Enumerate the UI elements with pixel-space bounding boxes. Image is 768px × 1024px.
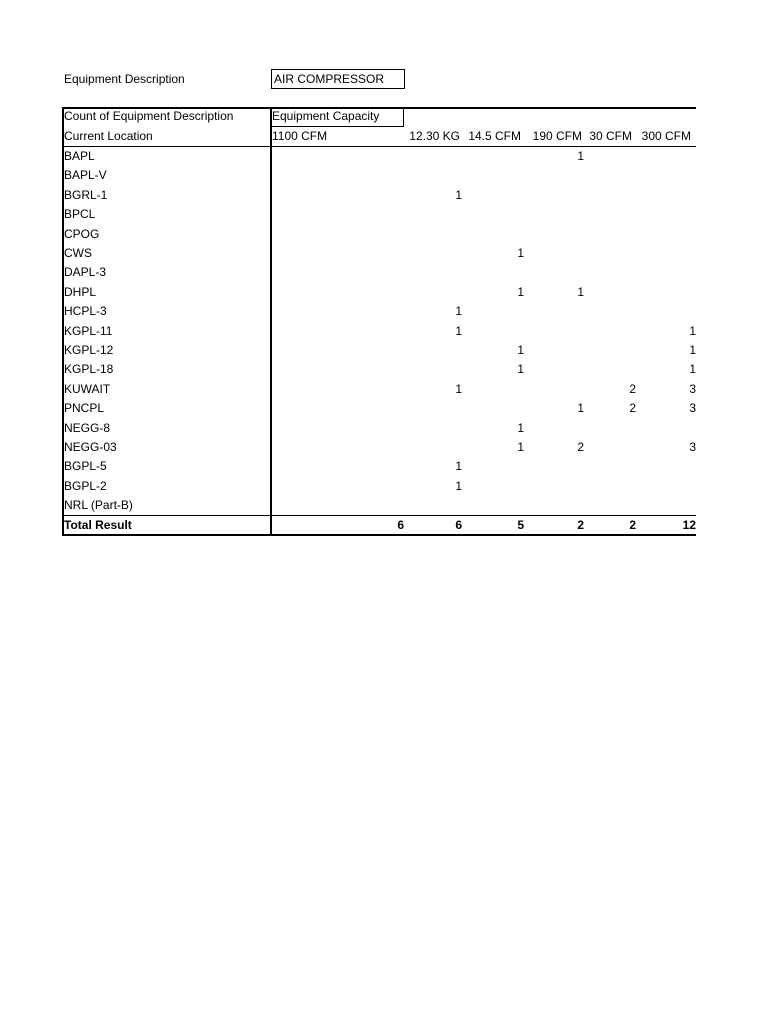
value-cell	[534, 225, 584, 244]
value-cell	[586, 419, 636, 438]
value-cell	[586, 477, 636, 496]
row-label: NRL (Part-B)	[64, 498, 133, 513]
row-label: NEGG-8	[64, 420, 111, 435]
value-cell: 2	[629, 381, 636, 396]
value-cell: 1	[517, 246, 524, 260]
value-cell	[350, 302, 400, 321]
value-cell	[350, 438, 400, 457]
value-cell	[646, 302, 696, 321]
value-cell	[350, 147, 400, 166]
value-cell	[586, 438, 636, 457]
row-label: HCPL-3	[64, 304, 107, 319]
row-label: NEGG-03	[64, 440, 117, 454]
pivot-table	[62, 107, 696, 536]
value-cell: 1	[455, 381, 462, 396]
column-header[interactable]: 30 CFM	[589, 129, 632, 143]
value-cell	[350, 477, 400, 496]
value-cell: 1	[455, 187, 462, 202]
total-value-cell: 6	[397, 518, 404, 532]
value-cell: 1	[455, 459, 462, 474]
row-field-label[interactable]: Current Location	[64, 129, 153, 143]
value-cell	[412, 438, 462, 457]
value-cell	[646, 283, 696, 302]
value-cell	[534, 166, 584, 185]
value-cell	[350, 399, 400, 418]
column-header[interactable]: 300 CFM	[641, 129, 691, 143]
row-label: KGPL-18	[64, 362, 114, 377]
value-cell	[586, 341, 636, 360]
row-label: KGPL-12	[64, 343, 114, 357]
value-cell	[474, 147, 524, 166]
total-value-cell: 2	[629, 518, 636, 532]
value-cell	[534, 419, 584, 438]
value-cell: 1	[517, 284, 524, 299]
column-header[interactable]: 14.5 CFM	[468, 129, 521, 143]
value-cell	[474, 496, 524, 515]
value-cell: 3	[689, 440, 696, 454]
value-cell: 1	[577, 401, 584, 416]
value-cell	[412, 263, 462, 282]
row-label: KGPL-11	[64, 323, 113, 338]
value-cell	[646, 477, 696, 496]
value-cell	[534, 496, 584, 515]
value-cell	[534, 244, 584, 263]
value-cell	[534, 360, 584, 379]
value-cell	[350, 263, 400, 282]
value-cell	[646, 263, 696, 282]
value-cell	[586, 263, 636, 282]
value-cell	[646, 419, 696, 438]
value-cell	[534, 263, 584, 282]
value-cell: 1	[517, 343, 524, 357]
value-cell	[474, 302, 524, 321]
total-value-cell: 2	[577, 518, 584, 532]
value-cell: 1	[517, 362, 524, 377]
value-cell: 3	[689, 381, 696, 396]
row-label: BGRL-1	[64, 187, 108, 202]
value-cell	[350, 244, 400, 263]
row-label: BPCL	[64, 207, 96, 222]
value-cell	[350, 360, 400, 379]
value-cell	[646, 186, 696, 205]
value-cell	[586, 322, 636, 341]
value-cell	[474, 322, 524, 341]
value-cell	[534, 380, 584, 399]
filter-value-field[interactable]: AIR COMPRESSOR	[271, 69, 405, 89]
value-cell	[646, 496, 696, 515]
value-cell	[586, 496, 636, 515]
value-cell	[412, 147, 462, 166]
value-cell: 1	[689, 362, 696, 377]
filter-label: Equipment Description	[64, 72, 185, 86]
value-cell	[646, 457, 696, 476]
column-field-label[interactable]: Equipment Capacity	[272, 109, 380, 123]
row-label: DHPL	[64, 284, 97, 299]
value-cell	[474, 380, 524, 399]
value-cell	[646, 225, 696, 244]
value-cell	[646, 166, 696, 185]
value-cell: 1	[577, 149, 584, 163]
value-cell	[412, 341, 462, 360]
column-header[interactable]: 12.30 KG	[409, 129, 460, 143]
value-cell: 1	[689, 343, 696, 357]
value-cell	[350, 457, 400, 476]
value-cell	[474, 263, 524, 282]
total-value-cell: 6	[455, 518, 462, 532]
value-cell	[646, 244, 696, 263]
row-label: BGPL-2	[64, 478, 107, 493]
value-cell	[586, 244, 636, 263]
value-cell: 1	[577, 284, 584, 299]
value-cell: 1	[455, 323, 462, 338]
value-cell	[646, 147, 696, 166]
value-cell	[474, 225, 524, 244]
value-cell	[586, 457, 636, 476]
value-cell	[350, 496, 400, 515]
value-cell	[534, 341, 584, 360]
value-cell	[474, 399, 524, 418]
row-label: PNCPL	[64, 401, 105, 416]
value-cell	[534, 322, 584, 341]
value-cell	[586, 166, 636, 185]
value-cell	[412, 205, 462, 224]
value-cell	[586, 147, 636, 166]
value-cell	[474, 166, 524, 185]
value-cell	[350, 225, 400, 244]
value-cell: 3	[689, 401, 696, 416]
value-cell	[586, 302, 636, 321]
row-label: KUWAIT	[64, 381, 111, 396]
value-cell	[412, 225, 462, 244]
value-cell	[586, 205, 636, 224]
value-cell: 1	[517, 420, 524, 435]
value-cell	[412, 166, 462, 185]
value-cell	[412, 244, 462, 263]
row-label: CPOG	[64, 226, 100, 241]
value-cell: 1	[517, 440, 524, 454]
value-cell	[534, 477, 584, 496]
value-cell	[412, 496, 462, 515]
value-cell	[350, 380, 400, 399]
value-cell	[534, 186, 584, 205]
row-label: CWS	[64, 246, 92, 260]
value-cell: 1	[689, 323, 696, 338]
value-cell	[534, 457, 584, 476]
pivot-corner-label: Count of Equipment Description	[64, 109, 234, 123]
value-cell	[646, 205, 696, 224]
value-cell	[474, 205, 524, 224]
column-header[interactable]: 1100 CFM	[272, 129, 328, 143]
value-cell	[586, 186, 636, 205]
value-cell	[350, 341, 400, 360]
value-cell	[412, 419, 462, 438]
value-cell: 1	[455, 304, 462, 319]
value-cell: 2	[577, 440, 584, 454]
value-cell	[412, 360, 462, 379]
total-row-label: Total Result	[64, 518, 132, 532]
value-cell	[412, 399, 462, 418]
value-cell	[534, 205, 584, 224]
value-cell	[474, 477, 524, 496]
total-value-cell: 12	[682, 518, 696, 532]
value-cell	[350, 205, 400, 224]
value-cell: 1	[455, 478, 462, 493]
row-label: DAPL-3	[64, 265, 107, 280]
value-cell	[350, 186, 400, 205]
value-cell	[350, 283, 400, 302]
value-cell	[350, 419, 400, 438]
row-label: BAPL-V	[64, 168, 107, 183]
row-label: BGPL-5	[64, 459, 107, 474]
value-cell	[534, 302, 584, 321]
value-cell	[586, 360, 636, 379]
value-cell	[586, 283, 636, 302]
value-cell	[350, 166, 400, 185]
pivot-row-label-divider	[270, 107, 272, 536]
capacity-header-divider	[403, 108, 404, 126]
row-label: BAPL	[64, 149, 95, 163]
column-header[interactable]: 190 CFM	[532, 129, 582, 143]
value-cell	[586, 225, 636, 244]
total-value-cell: 5	[517, 518, 524, 532]
value-cell	[412, 283, 462, 302]
value-cell	[474, 457, 524, 476]
value-cell	[474, 186, 524, 205]
value-cell	[350, 322, 400, 341]
value-cell: 2	[629, 401, 636, 416]
